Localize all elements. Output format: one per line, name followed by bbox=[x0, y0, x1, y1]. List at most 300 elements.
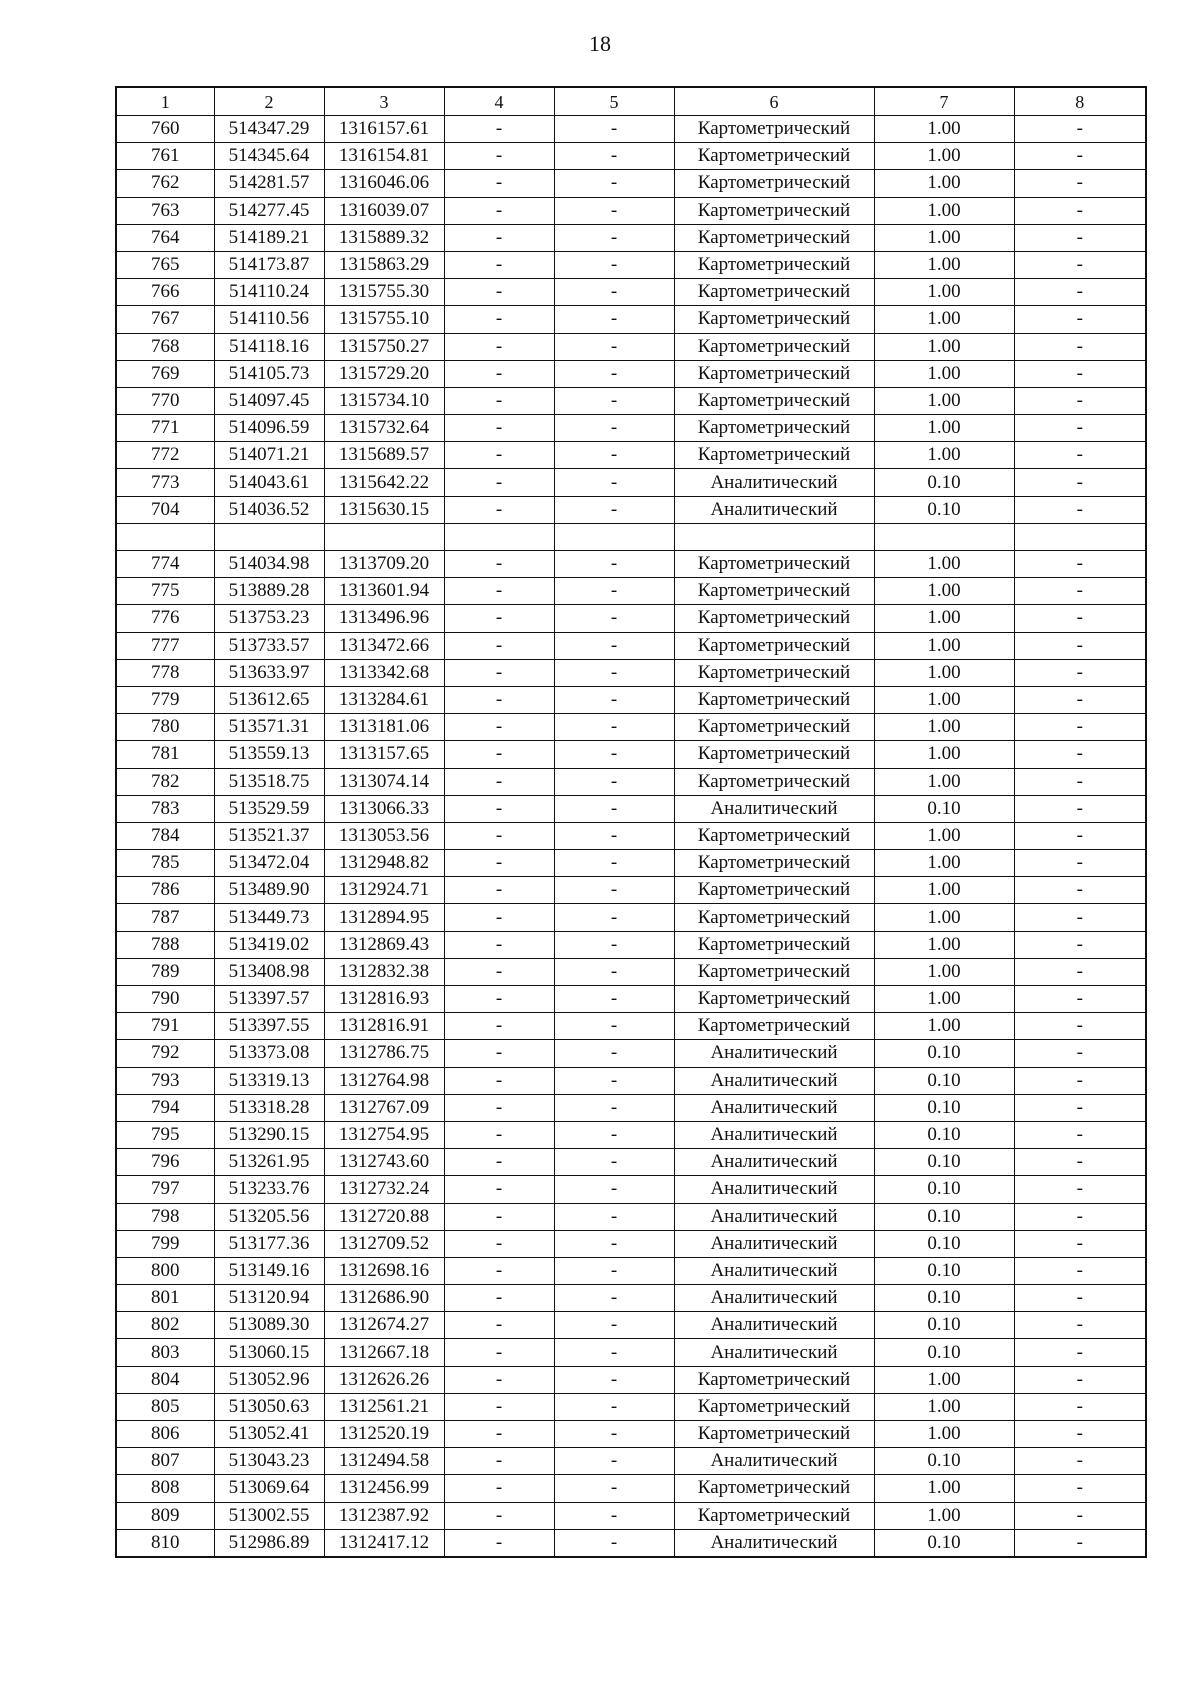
point-number-cell: 788 bbox=[116, 931, 214, 958]
table-row bbox=[116, 1502, 1146, 1529]
point-number-cell: 796 bbox=[116, 1149, 214, 1176]
column-4-cell: - bbox=[444, 1203, 554, 1230]
y-coordinate-cell: 1313181.06 bbox=[324, 714, 444, 741]
point-number-cell: 760 bbox=[116, 116, 214, 143]
accuracy-cell: 1.00 bbox=[874, 768, 1014, 795]
method-cell: Аналитический bbox=[674, 1339, 874, 1366]
method-cell: Картометрический bbox=[674, 931, 874, 958]
table-row bbox=[116, 279, 1146, 306]
x-coordinate-cell: 513002.55 bbox=[214, 1502, 324, 1529]
column-4-cell: - bbox=[444, 686, 554, 713]
y-coordinate-cell: 1312720.88 bbox=[324, 1203, 444, 1230]
column-5-cell: - bbox=[554, 1339, 674, 1366]
point-number-cell: 789 bbox=[116, 958, 214, 985]
accuracy-cell: 1.00 bbox=[874, 1475, 1014, 1502]
y-coordinate-cell: 1312494.58 bbox=[324, 1448, 444, 1475]
column-4-cell: - bbox=[444, 768, 554, 795]
table-row bbox=[116, 822, 1146, 849]
column-4-cell: - bbox=[444, 1176, 554, 1203]
y-coordinate-cell: 1312387.92 bbox=[324, 1502, 444, 1529]
table-row bbox=[116, 578, 1146, 605]
column-5-cell: - bbox=[554, 1067, 674, 1094]
x-coordinate-cell: 514036.52 bbox=[214, 496, 324, 523]
column-5-cell: - bbox=[554, 279, 674, 306]
table-row bbox=[116, 116, 1146, 143]
column-5-cell: - bbox=[554, 197, 674, 224]
accuracy-cell: 1.00 bbox=[874, 1421, 1014, 1448]
column-8-cell: - bbox=[1014, 442, 1146, 469]
column-4-cell: - bbox=[444, 170, 554, 197]
y-coordinate-cell: 1312674.27 bbox=[324, 1312, 444, 1339]
column-4-cell: - bbox=[444, 1366, 554, 1393]
method-cell: Картометрический bbox=[674, 958, 874, 985]
y-coordinate-cell: 1315734.10 bbox=[324, 387, 444, 414]
column-4-cell: - bbox=[444, 877, 554, 904]
x-coordinate-cell: 513449.73 bbox=[214, 904, 324, 931]
y-coordinate-cell: 1313709.20 bbox=[324, 551, 444, 578]
column-5-cell: - bbox=[554, 741, 674, 768]
column-4-cell: - bbox=[444, 415, 554, 442]
method-cell: Картометрический bbox=[674, 1393, 874, 1420]
y-coordinate-cell: 1315755.30 bbox=[324, 279, 444, 306]
column-4-cell: - bbox=[444, 1475, 554, 1502]
table-row bbox=[116, 714, 1146, 741]
y-coordinate-cell: 1313472.66 bbox=[324, 632, 444, 659]
y-coordinate-cell: 1315642.22 bbox=[324, 469, 444, 496]
column-5-cell: - bbox=[554, 469, 674, 496]
column-5-cell: - bbox=[554, 768, 674, 795]
method-cell: Аналитический bbox=[674, 1094, 874, 1121]
column-4-cell: - bbox=[444, 632, 554, 659]
point-number-cell: 763 bbox=[116, 197, 214, 224]
x-coordinate-cell: 513889.28 bbox=[214, 578, 324, 605]
point-number-cell: 791 bbox=[116, 1013, 214, 1040]
table-row bbox=[116, 1475, 1146, 1502]
column-header: 6 bbox=[674, 87, 874, 116]
point-number-cell: 782 bbox=[116, 768, 214, 795]
column-5-cell: - bbox=[554, 578, 674, 605]
point-number-cell: 800 bbox=[116, 1257, 214, 1284]
column-5-cell: - bbox=[554, 850, 674, 877]
column-4-cell: - bbox=[444, 143, 554, 170]
x-coordinate-cell: 514105.73 bbox=[214, 360, 324, 387]
column-5-cell bbox=[554, 523, 674, 550]
method-cell: Картометрический bbox=[674, 850, 874, 877]
point-number-cell: 784 bbox=[116, 822, 214, 849]
column-4-cell: - bbox=[444, 333, 554, 360]
point-number-cell: 794 bbox=[116, 1094, 214, 1121]
method-cell: Картометрический bbox=[674, 1013, 874, 1040]
column-5-cell: - bbox=[554, 986, 674, 1013]
accuracy-cell: 0.10 bbox=[874, 1448, 1014, 1475]
table-row bbox=[116, 986, 1146, 1013]
method-cell: Аналитический bbox=[674, 1067, 874, 1094]
column-8-cell: - bbox=[1014, 333, 1146, 360]
y-coordinate-cell: 1312894.95 bbox=[324, 904, 444, 931]
y-coordinate-cell: 1312816.91 bbox=[324, 1013, 444, 1040]
accuracy-cell: 0.10 bbox=[874, 1529, 1014, 1557]
method-cell: Картометрический bbox=[674, 224, 874, 251]
table-row bbox=[116, 1366, 1146, 1393]
column-4-cell: - bbox=[444, 958, 554, 985]
column-header: 2 bbox=[214, 87, 324, 116]
table-row bbox=[116, 632, 1146, 659]
y-coordinate-cell: 1312764.98 bbox=[324, 1067, 444, 1094]
column-4-cell: - bbox=[444, 714, 554, 741]
column-8-cell: - bbox=[1014, 931, 1146, 958]
column-4-cell: - bbox=[444, 551, 554, 578]
x-coordinate-cell bbox=[214, 523, 324, 550]
y-coordinate-cell: 1312626.26 bbox=[324, 1366, 444, 1393]
accuracy-cell: 1.00 bbox=[874, 333, 1014, 360]
method-cell: Аналитический bbox=[674, 469, 874, 496]
method-cell: Картометрический bbox=[674, 1366, 874, 1393]
y-coordinate-cell: 1315689.57 bbox=[324, 442, 444, 469]
column-4-cell: - bbox=[444, 605, 554, 632]
column-5-cell: - bbox=[554, 1230, 674, 1257]
point-number-cell: 785 bbox=[116, 850, 214, 877]
column-5-cell: - bbox=[554, 1366, 674, 1393]
y-coordinate-cell: 1316157.61 bbox=[324, 116, 444, 143]
y-coordinate-cell: 1312869.43 bbox=[324, 931, 444, 958]
table-row bbox=[116, 469, 1146, 496]
column-8-cell: - bbox=[1014, 1257, 1146, 1284]
column-header: 5 bbox=[554, 87, 674, 116]
point-number-cell: 779 bbox=[116, 686, 214, 713]
column-8-cell: - bbox=[1014, 251, 1146, 278]
column-5-cell: - bbox=[554, 1121, 674, 1148]
column-5-cell: - bbox=[554, 551, 674, 578]
table-row bbox=[116, 1285, 1146, 1312]
y-coordinate-cell: 1312698.16 bbox=[324, 1257, 444, 1284]
column-5-cell: - bbox=[554, 224, 674, 251]
point-number-cell: 807 bbox=[116, 1448, 214, 1475]
accuracy-cell: 1.00 bbox=[874, 686, 1014, 713]
column-4-cell: - bbox=[444, 1257, 554, 1284]
method-cell: Картометрический bbox=[674, 251, 874, 278]
column-5-cell: - bbox=[554, 1285, 674, 1312]
column-5-cell: - bbox=[554, 1312, 674, 1339]
column-4-cell: - bbox=[444, 795, 554, 822]
column-8-cell: - bbox=[1014, 822, 1146, 849]
column-8-cell: - bbox=[1014, 686, 1146, 713]
column-4-cell: - bbox=[444, 116, 554, 143]
table-row bbox=[116, 170, 1146, 197]
column-4-cell: - bbox=[444, 197, 554, 224]
column-5-cell: - bbox=[554, 659, 674, 686]
point-number-cell: 772 bbox=[116, 442, 214, 469]
accuracy-cell: 1.00 bbox=[874, 931, 1014, 958]
column-4-cell: - bbox=[444, 387, 554, 414]
column-8-cell bbox=[1014, 523, 1146, 550]
y-coordinate-cell: 1312709.52 bbox=[324, 1230, 444, 1257]
x-coordinate-cell: 513518.75 bbox=[214, 768, 324, 795]
column-8-cell: - bbox=[1014, 1448, 1146, 1475]
y-coordinate-cell: 1315630.15 bbox=[324, 496, 444, 523]
accuracy-cell: 0.10 bbox=[874, 1285, 1014, 1312]
column-header: 8 bbox=[1014, 87, 1146, 116]
column-8-cell: - bbox=[1014, 605, 1146, 632]
point-number-cell: 798 bbox=[116, 1203, 214, 1230]
x-coordinate-cell: 513319.13 bbox=[214, 1067, 324, 1094]
point-number-cell: 767 bbox=[116, 306, 214, 333]
column-5-cell: - bbox=[554, 1094, 674, 1121]
table-row bbox=[116, 1393, 1146, 1420]
y-coordinate-cell: 1312686.90 bbox=[324, 1285, 444, 1312]
table-header-row bbox=[116, 87, 1146, 116]
column-4-cell: - bbox=[444, 360, 554, 387]
x-coordinate-cell: 513529.59 bbox=[214, 795, 324, 822]
column-5-cell: - bbox=[554, 877, 674, 904]
point-number-cell: 778 bbox=[116, 659, 214, 686]
method-cell: Аналитический bbox=[674, 1230, 874, 1257]
point-number-cell: 777 bbox=[116, 632, 214, 659]
method-cell: Аналитический bbox=[674, 1121, 874, 1148]
column-5-cell: - bbox=[554, 1203, 674, 1230]
column-5-cell: - bbox=[554, 931, 674, 958]
column-4-cell: - bbox=[444, 1312, 554, 1339]
table-row bbox=[116, 686, 1146, 713]
point-number-cell: 801 bbox=[116, 1285, 214, 1312]
column-5-cell: - bbox=[554, 116, 674, 143]
table-row bbox=[116, 1013, 1146, 1040]
point-number-cell: 771 bbox=[116, 415, 214, 442]
y-coordinate-cell: 1313053.56 bbox=[324, 822, 444, 849]
method-cell: Аналитический bbox=[674, 1149, 874, 1176]
accuracy-cell: 1.00 bbox=[874, 415, 1014, 442]
accuracy-cell: 0.10 bbox=[874, 795, 1014, 822]
y-coordinate-cell: 1312832.38 bbox=[324, 958, 444, 985]
method-cell: Аналитический bbox=[674, 1312, 874, 1339]
y-coordinate-cell: 1312561.21 bbox=[324, 1393, 444, 1420]
column-8-cell: - bbox=[1014, 904, 1146, 931]
column-8-cell: - bbox=[1014, 1529, 1146, 1557]
y-coordinate-cell: 1312743.60 bbox=[324, 1149, 444, 1176]
x-coordinate-cell: 514189.21 bbox=[214, 224, 324, 251]
accuracy-cell: 1.00 bbox=[874, 251, 1014, 278]
point-number-cell: 781 bbox=[116, 741, 214, 768]
x-coordinate-cell: 513052.41 bbox=[214, 1421, 324, 1448]
accuracy-cell: 1.00 bbox=[874, 387, 1014, 414]
table-row bbox=[116, 958, 1146, 985]
column-header: 3 bbox=[324, 87, 444, 116]
x-coordinate-cell: 513408.98 bbox=[214, 958, 324, 985]
y-coordinate-cell: 1316046.06 bbox=[324, 170, 444, 197]
column-8-cell: - bbox=[1014, 1421, 1146, 1448]
point-number-cell: 768 bbox=[116, 333, 214, 360]
point-number-cell: 786 bbox=[116, 877, 214, 904]
y-coordinate-cell: 1315729.20 bbox=[324, 360, 444, 387]
accuracy-cell: 1.00 bbox=[874, 279, 1014, 306]
method-cell: Картометрический bbox=[674, 387, 874, 414]
method-cell: Картометрический bbox=[674, 442, 874, 469]
accuracy-cell: 1.00 bbox=[874, 578, 1014, 605]
column-8-cell: - bbox=[1014, 795, 1146, 822]
y-coordinate-cell: 1316039.07 bbox=[324, 197, 444, 224]
accuracy-cell: 0.10 bbox=[874, 1040, 1014, 1067]
column-4-cell: - bbox=[444, 251, 554, 278]
accuracy-cell: 1.00 bbox=[874, 1502, 1014, 1529]
column-8-cell: - bbox=[1014, 1094, 1146, 1121]
point-number-cell: 806 bbox=[116, 1421, 214, 1448]
y-coordinate-cell: 1313284.61 bbox=[324, 686, 444, 713]
y-coordinate-cell: 1312732.24 bbox=[324, 1176, 444, 1203]
method-cell: Аналитический bbox=[674, 1285, 874, 1312]
column-header: 7 bbox=[874, 87, 1014, 116]
x-coordinate-cell: 514173.87 bbox=[214, 251, 324, 278]
column-4-cell: - bbox=[444, 1149, 554, 1176]
x-coordinate-cell: 514110.56 bbox=[214, 306, 324, 333]
accuracy-cell: 1.00 bbox=[874, 904, 1014, 931]
column-5-cell: - bbox=[554, 1529, 674, 1557]
method-cell: Картометрический bbox=[674, 714, 874, 741]
point-number-cell: 809 bbox=[116, 1502, 214, 1529]
column-5-cell: - bbox=[554, 605, 674, 632]
column-5-cell: - bbox=[554, 360, 674, 387]
accuracy-cell: 1.00 bbox=[874, 143, 1014, 170]
accuracy-cell: 1.00 bbox=[874, 958, 1014, 985]
column-5-cell: - bbox=[554, 143, 674, 170]
accuracy-cell: 1.00 bbox=[874, 659, 1014, 686]
x-coordinate-cell: 514096.59 bbox=[214, 415, 324, 442]
column-8-cell: - bbox=[1014, 1366, 1146, 1393]
table-row bbox=[116, 306, 1146, 333]
column-8-cell: - bbox=[1014, 143, 1146, 170]
column-5-cell: - bbox=[554, 686, 674, 713]
table-row bbox=[116, 1421, 1146, 1448]
column-5-cell: - bbox=[554, 795, 674, 822]
column-5-cell: - bbox=[554, 251, 674, 278]
accuracy-cell: 1.00 bbox=[874, 632, 1014, 659]
column-4-cell: - bbox=[444, 1285, 554, 1312]
table-row bbox=[116, 1203, 1146, 1230]
accuracy-cell: 0.10 bbox=[874, 1203, 1014, 1230]
method-cell: Картометрический bbox=[674, 1421, 874, 1448]
column-5-cell: - bbox=[554, 1149, 674, 1176]
accuracy-cell: 1.00 bbox=[874, 442, 1014, 469]
column-header: 1 bbox=[116, 87, 214, 116]
accuracy-cell: 0.10 bbox=[874, 1176, 1014, 1203]
point-number-cell: 799 bbox=[116, 1230, 214, 1257]
column-4-cell: - bbox=[444, 1040, 554, 1067]
x-coordinate-cell: 513261.95 bbox=[214, 1149, 324, 1176]
y-coordinate-cell: 1313342.68 bbox=[324, 659, 444, 686]
point-number-cell: 808 bbox=[116, 1475, 214, 1502]
x-coordinate-cell: 513177.36 bbox=[214, 1230, 324, 1257]
y-coordinate-cell: 1315732.64 bbox=[324, 415, 444, 442]
point-number-cell: 766 bbox=[116, 279, 214, 306]
x-coordinate-cell: 514110.24 bbox=[214, 279, 324, 306]
y-coordinate-cell: 1315863.29 bbox=[324, 251, 444, 278]
table-row bbox=[116, 1339, 1146, 1366]
table-row bbox=[116, 360, 1146, 387]
method-cell: Картометрический bbox=[674, 768, 874, 795]
x-coordinate-cell: 514071.21 bbox=[214, 442, 324, 469]
column-8-cell: - bbox=[1014, 1475, 1146, 1502]
column-8-cell: - bbox=[1014, 1067, 1146, 1094]
column-8-cell: - bbox=[1014, 714, 1146, 741]
accuracy-cell: 1.00 bbox=[874, 197, 1014, 224]
point-number-cell: 792 bbox=[116, 1040, 214, 1067]
column-8-cell: - bbox=[1014, 632, 1146, 659]
x-coordinate-cell: 513052.96 bbox=[214, 1366, 324, 1393]
accuracy-cell: 1.00 bbox=[874, 224, 1014, 251]
method-cell: Картометрический bbox=[674, 605, 874, 632]
column-4-cell: - bbox=[444, 986, 554, 1013]
column-8-cell: - bbox=[1014, 224, 1146, 251]
point-number-cell: 764 bbox=[116, 224, 214, 251]
table-row bbox=[116, 877, 1146, 904]
column-8-cell: - bbox=[1014, 1176, 1146, 1203]
point-number-cell: 769 bbox=[116, 360, 214, 387]
table-row bbox=[116, 741, 1146, 768]
x-coordinate-cell: 513633.97 bbox=[214, 659, 324, 686]
column-4-cell: - bbox=[444, 850, 554, 877]
column-4-cell: - bbox=[444, 1448, 554, 1475]
x-coordinate-cell: 514043.61 bbox=[214, 469, 324, 496]
x-coordinate-cell: 513571.31 bbox=[214, 714, 324, 741]
column-8-cell: - bbox=[1014, 279, 1146, 306]
column-5-cell: - bbox=[554, 1475, 674, 1502]
table-row bbox=[116, 387, 1146, 414]
point-number-cell: 762 bbox=[116, 170, 214, 197]
accuracy-cell: 1.00 bbox=[874, 1013, 1014, 1040]
table-row bbox=[116, 904, 1146, 931]
x-coordinate-cell: 513089.30 bbox=[214, 1312, 324, 1339]
method-cell: Аналитический bbox=[674, 1203, 874, 1230]
accuracy-cell: 1.00 bbox=[874, 170, 1014, 197]
table-row bbox=[116, 442, 1146, 469]
column-5-cell: - bbox=[554, 632, 674, 659]
table-row bbox=[116, 1094, 1146, 1121]
column-5-cell: - bbox=[554, 442, 674, 469]
column-8-cell: - bbox=[1014, 469, 1146, 496]
table-row bbox=[116, 931, 1146, 958]
accuracy-cell: 0.10 bbox=[874, 1094, 1014, 1121]
method-cell: Картометрический bbox=[674, 116, 874, 143]
column-5-cell: - bbox=[554, 1257, 674, 1284]
table-row bbox=[116, 1529, 1146, 1557]
column-8-cell: - bbox=[1014, 116, 1146, 143]
y-coordinate-cell: 1315755.10 bbox=[324, 306, 444, 333]
column-8-cell: - bbox=[1014, 986, 1146, 1013]
table-row bbox=[116, 333, 1146, 360]
method-cell: Картометрический bbox=[674, 686, 874, 713]
column-4-cell: - bbox=[444, 931, 554, 958]
x-coordinate-cell: 513043.23 bbox=[214, 1448, 324, 1475]
point-number-cell: 793 bbox=[116, 1067, 214, 1094]
method-cell: Картометрический bbox=[674, 279, 874, 306]
column-5-cell: - bbox=[554, 1421, 674, 1448]
table-row bbox=[116, 850, 1146, 877]
column-8-cell: - bbox=[1014, 1040, 1146, 1067]
table-body bbox=[116, 116, 1146, 1557]
point-number-cell: 775 bbox=[116, 578, 214, 605]
y-coordinate-cell: 1312924.71 bbox=[324, 877, 444, 904]
table-row bbox=[116, 1312, 1146, 1339]
accuracy-cell: 1.00 bbox=[874, 986, 1014, 1013]
point-number-cell: 802 bbox=[116, 1312, 214, 1339]
accuracy-cell: 1.00 bbox=[874, 116, 1014, 143]
column-8-cell: - bbox=[1014, 1339, 1146, 1366]
x-coordinate-cell: 513233.76 bbox=[214, 1176, 324, 1203]
column-5-cell: - bbox=[554, 415, 674, 442]
method-cell bbox=[674, 523, 874, 550]
x-coordinate-cell: 513489.90 bbox=[214, 877, 324, 904]
column-8-cell: - bbox=[1014, 387, 1146, 414]
point-number-cell: 803 bbox=[116, 1339, 214, 1366]
column-5-cell: - bbox=[554, 1502, 674, 1529]
